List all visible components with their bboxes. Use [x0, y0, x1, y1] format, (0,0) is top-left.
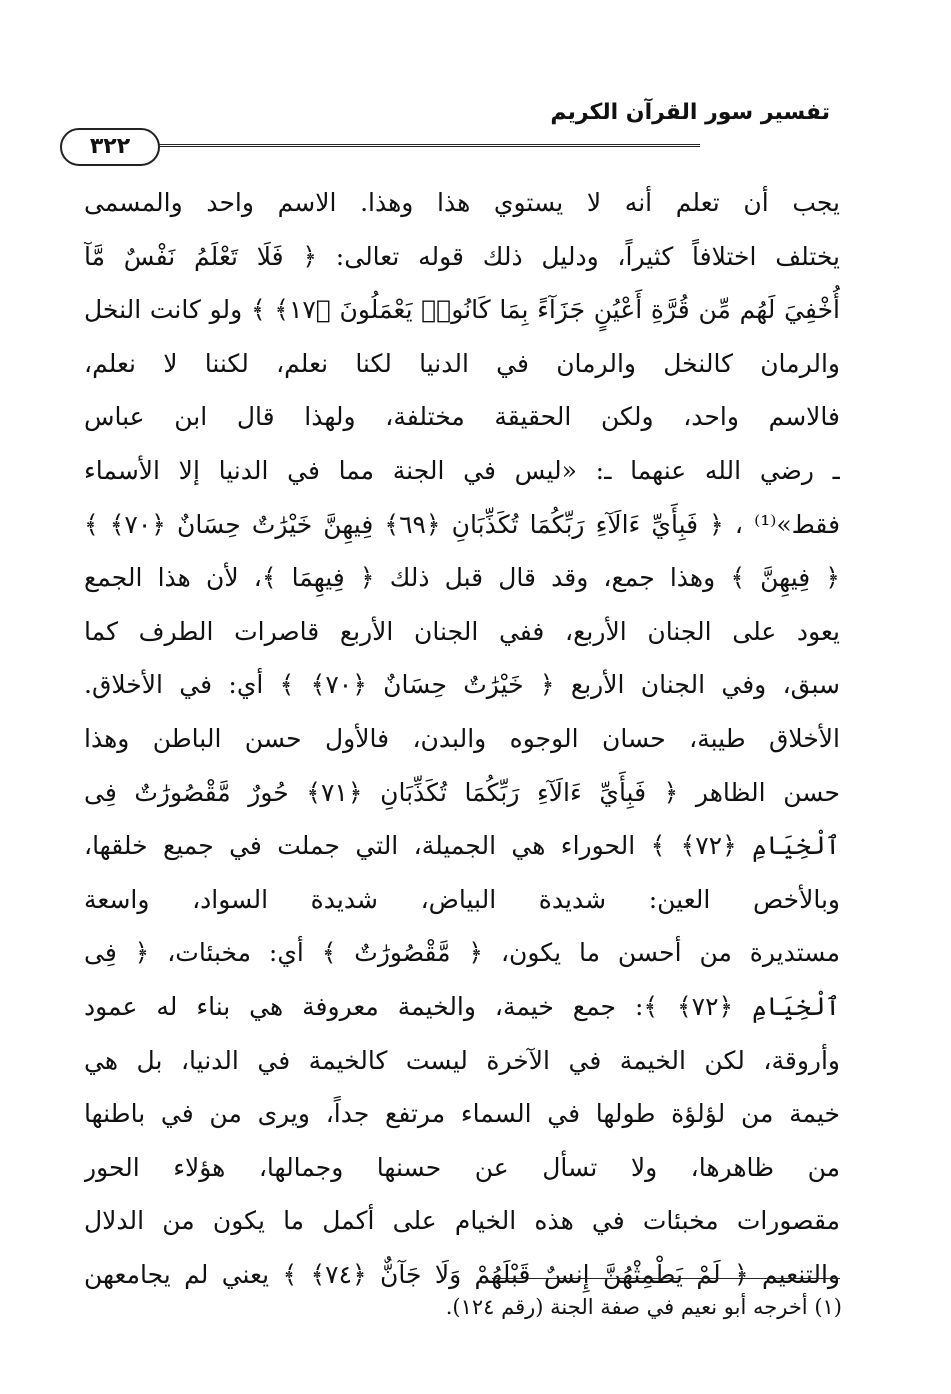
page-number: ٣٢٢ [60, 128, 160, 166]
text-line: يعود على الجنان الأربع، ففي الجنان الأربع قاصرات الطرف كما [84, 616, 840, 646]
text-line: أُخْفِيَ لَهُم مِّن قُرَّةِ أَعْيُنٍ جَزَآءً بِمَا كَانُوا۟ يَعْمَلُونَ ﴿١٧﴾ ﴾ ولو كانت النخل [84, 295, 840, 325]
text-line: مقصورات مخبئات في هذه الخيام على أكمل ما يكون من الدلال [84, 1206, 840, 1236]
text-line: فقط»⁽¹⁾ ، ﴿ فَبِأَيِّ ءَالَآءِ رَبِّكُمَا تُكَذِّبَانِ ﴿٦٩﴾ فِيهِنَّ خَيْرَٰتٌ حِسَانٌ ﴿٧٠﴾ ﴾ [84, 509, 840, 539]
text-line: خيمة من لؤلؤة طولها في السماء مرتفع جداً، ويرى من في باطنها [84, 1099, 840, 1129]
text-line: يجب أن تعلم أنه لا يستوي هذا وهذا. الاسم واحد والمسمى [84, 188, 840, 217]
text-line: من ظاهرها، ولا تسأل عن حسنها وجمالها، هؤلاء الحور [84, 1152, 840, 1182]
header-rule [82, 144, 700, 147]
page-header [60, 96, 840, 159]
text-line: والتنعيم ﴿ لَمْ يَطْمِثْهُنَّ إِنسٌ قَبْلَهُمْ وَلَا جَآنٌّ ﴿٧٤﴾ ﴾ يعني لم يجامعهن [84, 1259, 840, 1289]
text-line: مستديرة من أحسن ما يكون، ﴿ مَّقْصُورَٰتٌ ﴾ أي: مخبئات، ﴿ فِى [84, 938, 840, 968]
running-title: تفسير سور القرآن الكريم [550, 100, 830, 125]
text-line: حسن الظاهر ﴿ فَبِأَيِّ ءَالَآءِ رَبِّكُمَا تُكَذِّبَانِ ﴿٧١﴾ حُورٌ مَّقْصُورَٰتٌ فِى [84, 777, 840, 807]
text-line: سبق، وفي الجنان الأربع ﴿ خَيْرَٰتٌ حِسَانٌ ﴿٧٠﴾ ﴾ أي: في الأخلاق. [84, 670, 840, 700]
text-line: وأروقة، لكن الخيمة في الآخرة ليست كالخيمة في الدنيا، بل هي [84, 1045, 840, 1075]
text-line: ﴿ فِيهِنَّ ﴾ وهذا جمع، وقد قال قبل ذلك ﴿ فِيهِمَا ﴾، لأن هذا الجمع [84, 563, 840, 593]
text-line: وبالأخص العين: شديدة البياض، شديدة السواد، واسعة [84, 884, 840, 914]
text-line: يختلف اختلافاً كثيراً، ودليل ذلك قوله تعالى: ﴿ فَلَا تَعْلَمُ نَفْسٌ مَّآ [84, 241, 840, 271]
footnote: (١) أخرجه أبو نعيم في صفة الجنة (رقم ١٢٤). [445, 1295, 842, 1319]
text-line: ـ رضي الله عنهما ـ: «ليس في الجنة مما في الدنيا إلا الأسماء [84, 455, 840, 485]
text-line: ٱلْخِيَامِ ﴿٧٢﴾ ﴾: جمع خيمة، والخيمة معروفة هي بناء له عمود [84, 991, 840, 1021]
footnote-rule [492, 1278, 840, 1279]
text-line: الأخلاق طيبة، حسان الوجوه والبدن، فالأول حسن الباطن وهذا [84, 723, 840, 753]
body-text [84, 176, 840, 1301]
text-line: ٱلْخِيَامِ ﴿٧٢﴾ ﴾ الحوراء هي الجميلة، التي جملت في جميع خلقها، [84, 831, 840, 861]
text-line: والرمان كالنخل والرمان في الدنيا لكنا نعلم، لكننا لا نعلم، [84, 348, 840, 378]
text-line: فالاسم واحد، ولكن الحقيقة مختلفة، ولهذا قال ابن عباس [84, 402, 840, 432]
